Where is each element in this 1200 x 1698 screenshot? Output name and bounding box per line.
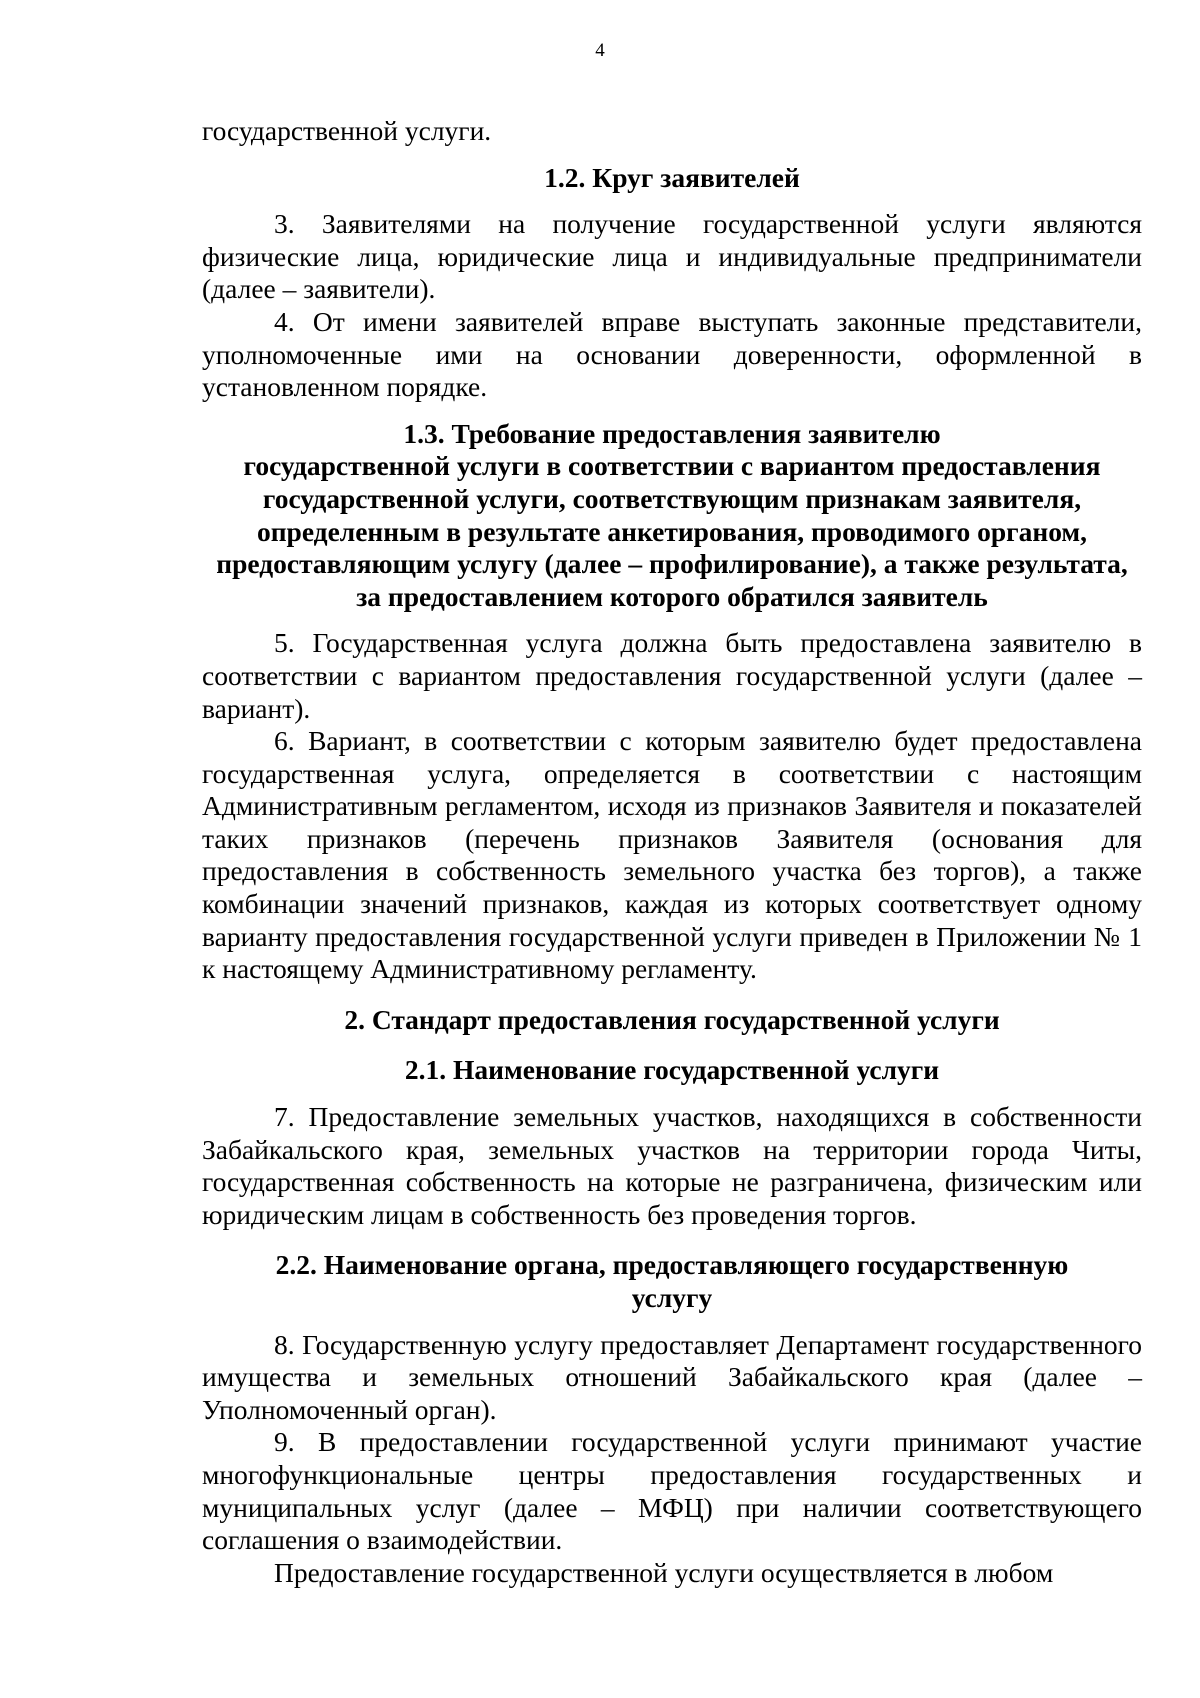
section-2-2-heading-line: услугу bbox=[631, 1282, 713, 1313]
paragraph-4: 4. От имени заявителей вправе выступать законные представители, уполномоченные ими на основании доверенности, оформленной в установленном порядке. bbox=[202, 305, 1142, 403]
paragraph-8: 8. Государственную услугу предоставляет Департамент государственного имущества и земельных отношений Забайкальского края (далее – Уполномоченный орган). bbox=[202, 1328, 1142, 1425]
paragraph-9: 9. В предоставлении государственной услуги принимают участие многофункциональные центры предоставления государственных и муниципальных услуг (далее – МФЦ) при наличии соответствующего соглашения о взаимодействии. bbox=[202, 1426, 1142, 1556]
section-1-3-heading-line: за предоставлением которого обратился заявитель bbox=[356, 580, 988, 612]
paragraph-10: Предоставление государственной услуги осуществляется в любом bbox=[274, 1556, 1054, 1588]
section-2-1-heading: 2.1. Наименование государственной услуги bbox=[404, 1054, 940, 1086]
section-1-3-heading bbox=[202, 418, 1142, 614]
section-1-3-heading-line: 1.3. Требование предоставления заявителю bbox=[403, 417, 941, 449]
section-1-3-heading-line: определенным в результате анкетирования, проводимого органом, bbox=[256, 515, 1088, 547]
paragraph-7: 7. Предоставление земельных участков, находящихся в собственности Забайкальского края, земельных участков на территории города Читы, государственная собственность на которые не разграничена, физическим или юридическим лицам в собственность без проведения торгов. bbox=[202, 1101, 1142, 1230]
document-body bbox=[202, 115, 1142, 1589]
section-1-3-heading-line: государственной услуги, соответствующим признакам заявителя, bbox=[262, 482, 1082, 514]
paragraph-3: 3. Заявителями на получение государственной услуги являются физические лица, юридические лица и индивидуальные предприниматели (далее – заявители). bbox=[202, 208, 1142, 305]
section-2-heading: 2. Стандарт предоставления государственной услуги bbox=[344, 1003, 1000, 1035]
section-2-2-heading-line: 2.2. Наименование органа, предоставляющего государственную bbox=[275, 1249, 1069, 1281]
page-number: 4 bbox=[595, 40, 605, 61]
section-1-2-heading: 1.2. Круг заявителей bbox=[544, 161, 800, 193]
paragraph-5: 5. Государственная услуга должна быть предоставлена заявителю в соответствии с вариантом предоставления государственной услуги (далее – вариант). bbox=[202, 627, 1142, 724]
section-1-3-heading-line: предоставляющим услугу (далее – профилирование), а также результата, bbox=[216, 548, 1128, 580]
section-1-3-heading-line: государственной услуги в соответствии с вариантом предоставления bbox=[243, 450, 1101, 482]
paragraph-6: 6. Вариант, в соответствии с которым заявителю будет предоставлена государственная услуга, определяется в соответствии с настоящим Административным регламентом, исходя из признаков Заявителя и показателей таких признаков (перечень признаков Заявителя (основания для предоставления в собственность земельного участка без торгов), а также комбинации значений признаков, каждая из которых соответствует одному варианту предоставления государственной услуги приведен в Приложении № 1 к настоящему Административному регламенту. bbox=[202, 725, 1142, 985]
section-2-2-heading bbox=[202, 1249, 1142, 1314]
continuation-text: государственной услуги. bbox=[202, 115, 492, 146]
